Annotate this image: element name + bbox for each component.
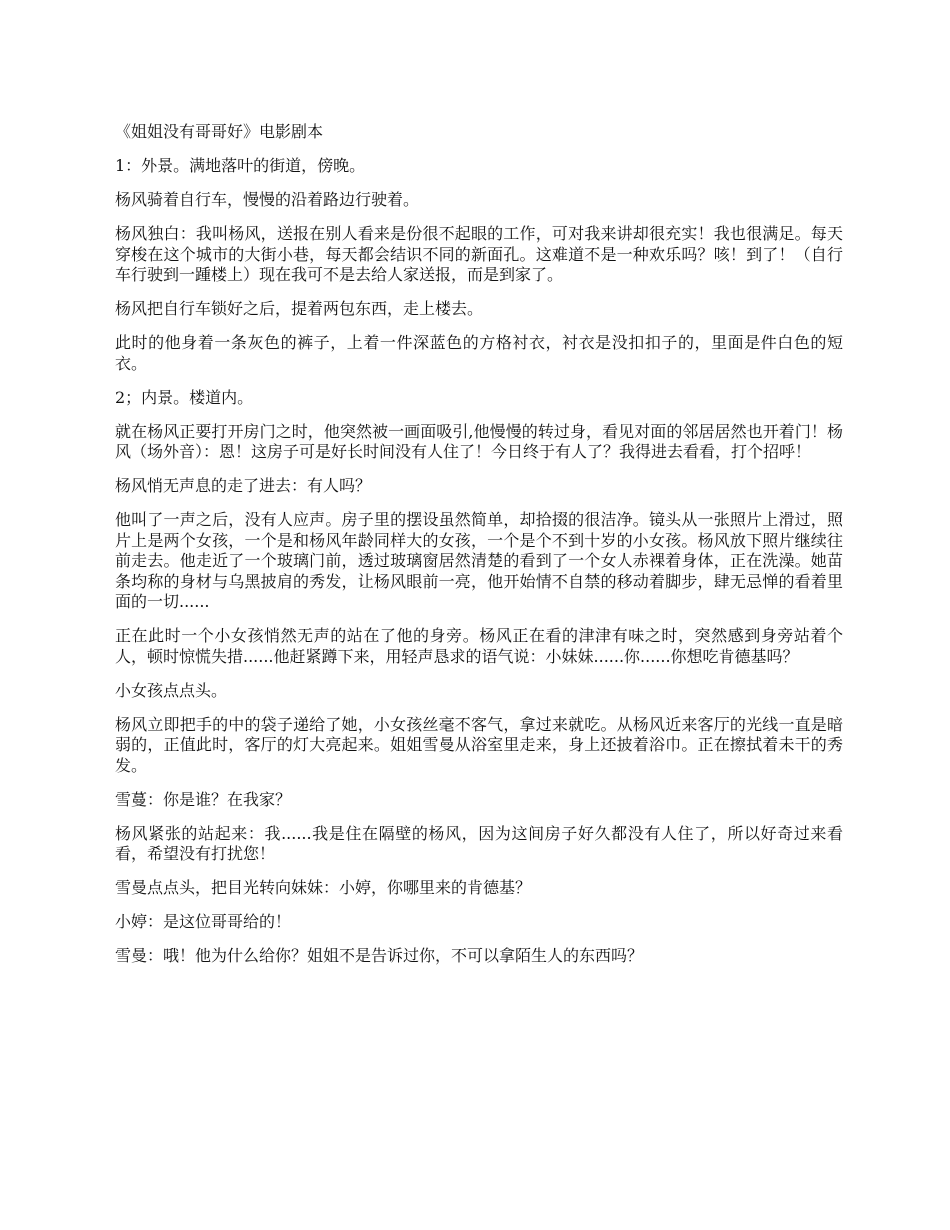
paragraph: 雪曼：哦！他为什么给你？姐姐不是告诉过你，不可以拿陌生人的东西吗？: [115, 946, 644, 965]
paragraph: 2；内景。楼道内。: [115, 387, 254, 407]
paragraph: 杨风把自行车锁好之后，提着两包东西，走上楼去。: [115, 299, 484, 318]
paragraph: 小女孩点点头。: [115, 680, 228, 700]
document-title: 《姐姐没有哥哥好》电影剧本: [115, 122, 324, 141]
paragraph: 1：外景。满地落叶的街道，傍晚。: [115, 156, 366, 175]
paragraph: 小婷：是这位哥哥给的！: [115, 912, 292, 931]
paragraph: 杨风立即把手的中的袋子递给了她，小女孩丝毫不客气，拿过来就吃。从杨风近来客厅的光线一直是暗弱的，正值此时，客厅的灯大亮起来。姐姐雪曼从浴室里走来，身上还披着浴巾。正在擦拭着未干的秀发。: [115, 714, 843, 775]
paragraph: 正在此时一个小女孩悄然无声的站在了他的身旁。杨风正在看的津津有味之时，突然感到身旁站着个人，顿时惊慌失措......他赶紧蹲下来，用轻声恳求的语气说：小妹妹......你......你想吃肯德基吗？: [115, 626, 843, 666]
paragraph: 就在杨风正要打开房门之时，他突然被一画面吸引,他慢慢的转过身，看见对面的邻居居然也开着门！杨风（场外音）：恩！这房子可是好长时间没有人住了！今日终于有人了？我得进去看看，打个招呼！: [115, 421, 843, 461]
paragraph: 雪蔓：你是谁？在我家？: [115, 789, 292, 809]
paragraph: 杨风骑着自行车，慢慢的沿着路边行驶着。: [115, 190, 420, 209]
paragraph: 他叫了一声之后，没有人应声。房子里的摆设虽然简单，却拾掇的很洁净。镜头从一张照片上滑过，照片上是两个女孩，一个是和杨风年龄同样大的女孩，一个是个不到十岁的小女孩。杨风放下照片继续往前走去。他走近了一个玻璃门前，透过玻璃窗居然清楚的看到了一个女人赤裸着身体，正在洗澡。她苗条均称的身材与乌黑披肩的秀发，让杨风眼前一亮，他开始情不自禁的移动着脚步，肆无忌惮的看着里面的一切......: [115, 510, 843, 611]
paragraph: 杨风独白：我叫杨风，送报在别人看来是份很不起眼的工作，可对我来讲却很充实！我也很满足。每天穿梭在这个城市的大街小巷，每天都会结识不同的新面孔。这难道不是一种欢乐吗？咳！到了！（自行车行驶到一踵楼上）现在我可不是去给人家送报，而是到家了。: [115, 224, 843, 284]
paragraph: 杨风紧张的站起来：我......我是住在隔壁的杨风，因为这间房子好久都没有人住了，所以好奇过来看看，希望没有打扰您！: [115, 823, 843, 863]
document-page: [115, 122, 843, 980]
paragraph: 雪曼点点头，把目光转向妹妹：小婷，你哪里来的肯德基？: [115, 878, 532, 897]
paragraph: 此时的他身着一条灰色的裤子，上着一件深蓝色的方格衬衣，衬衣是没扣扣子的，里面是件白色的短衣。: [115, 333, 843, 373]
paragraph: 杨风悄无声息的走了进去：有人吗？: [115, 476, 372, 495]
